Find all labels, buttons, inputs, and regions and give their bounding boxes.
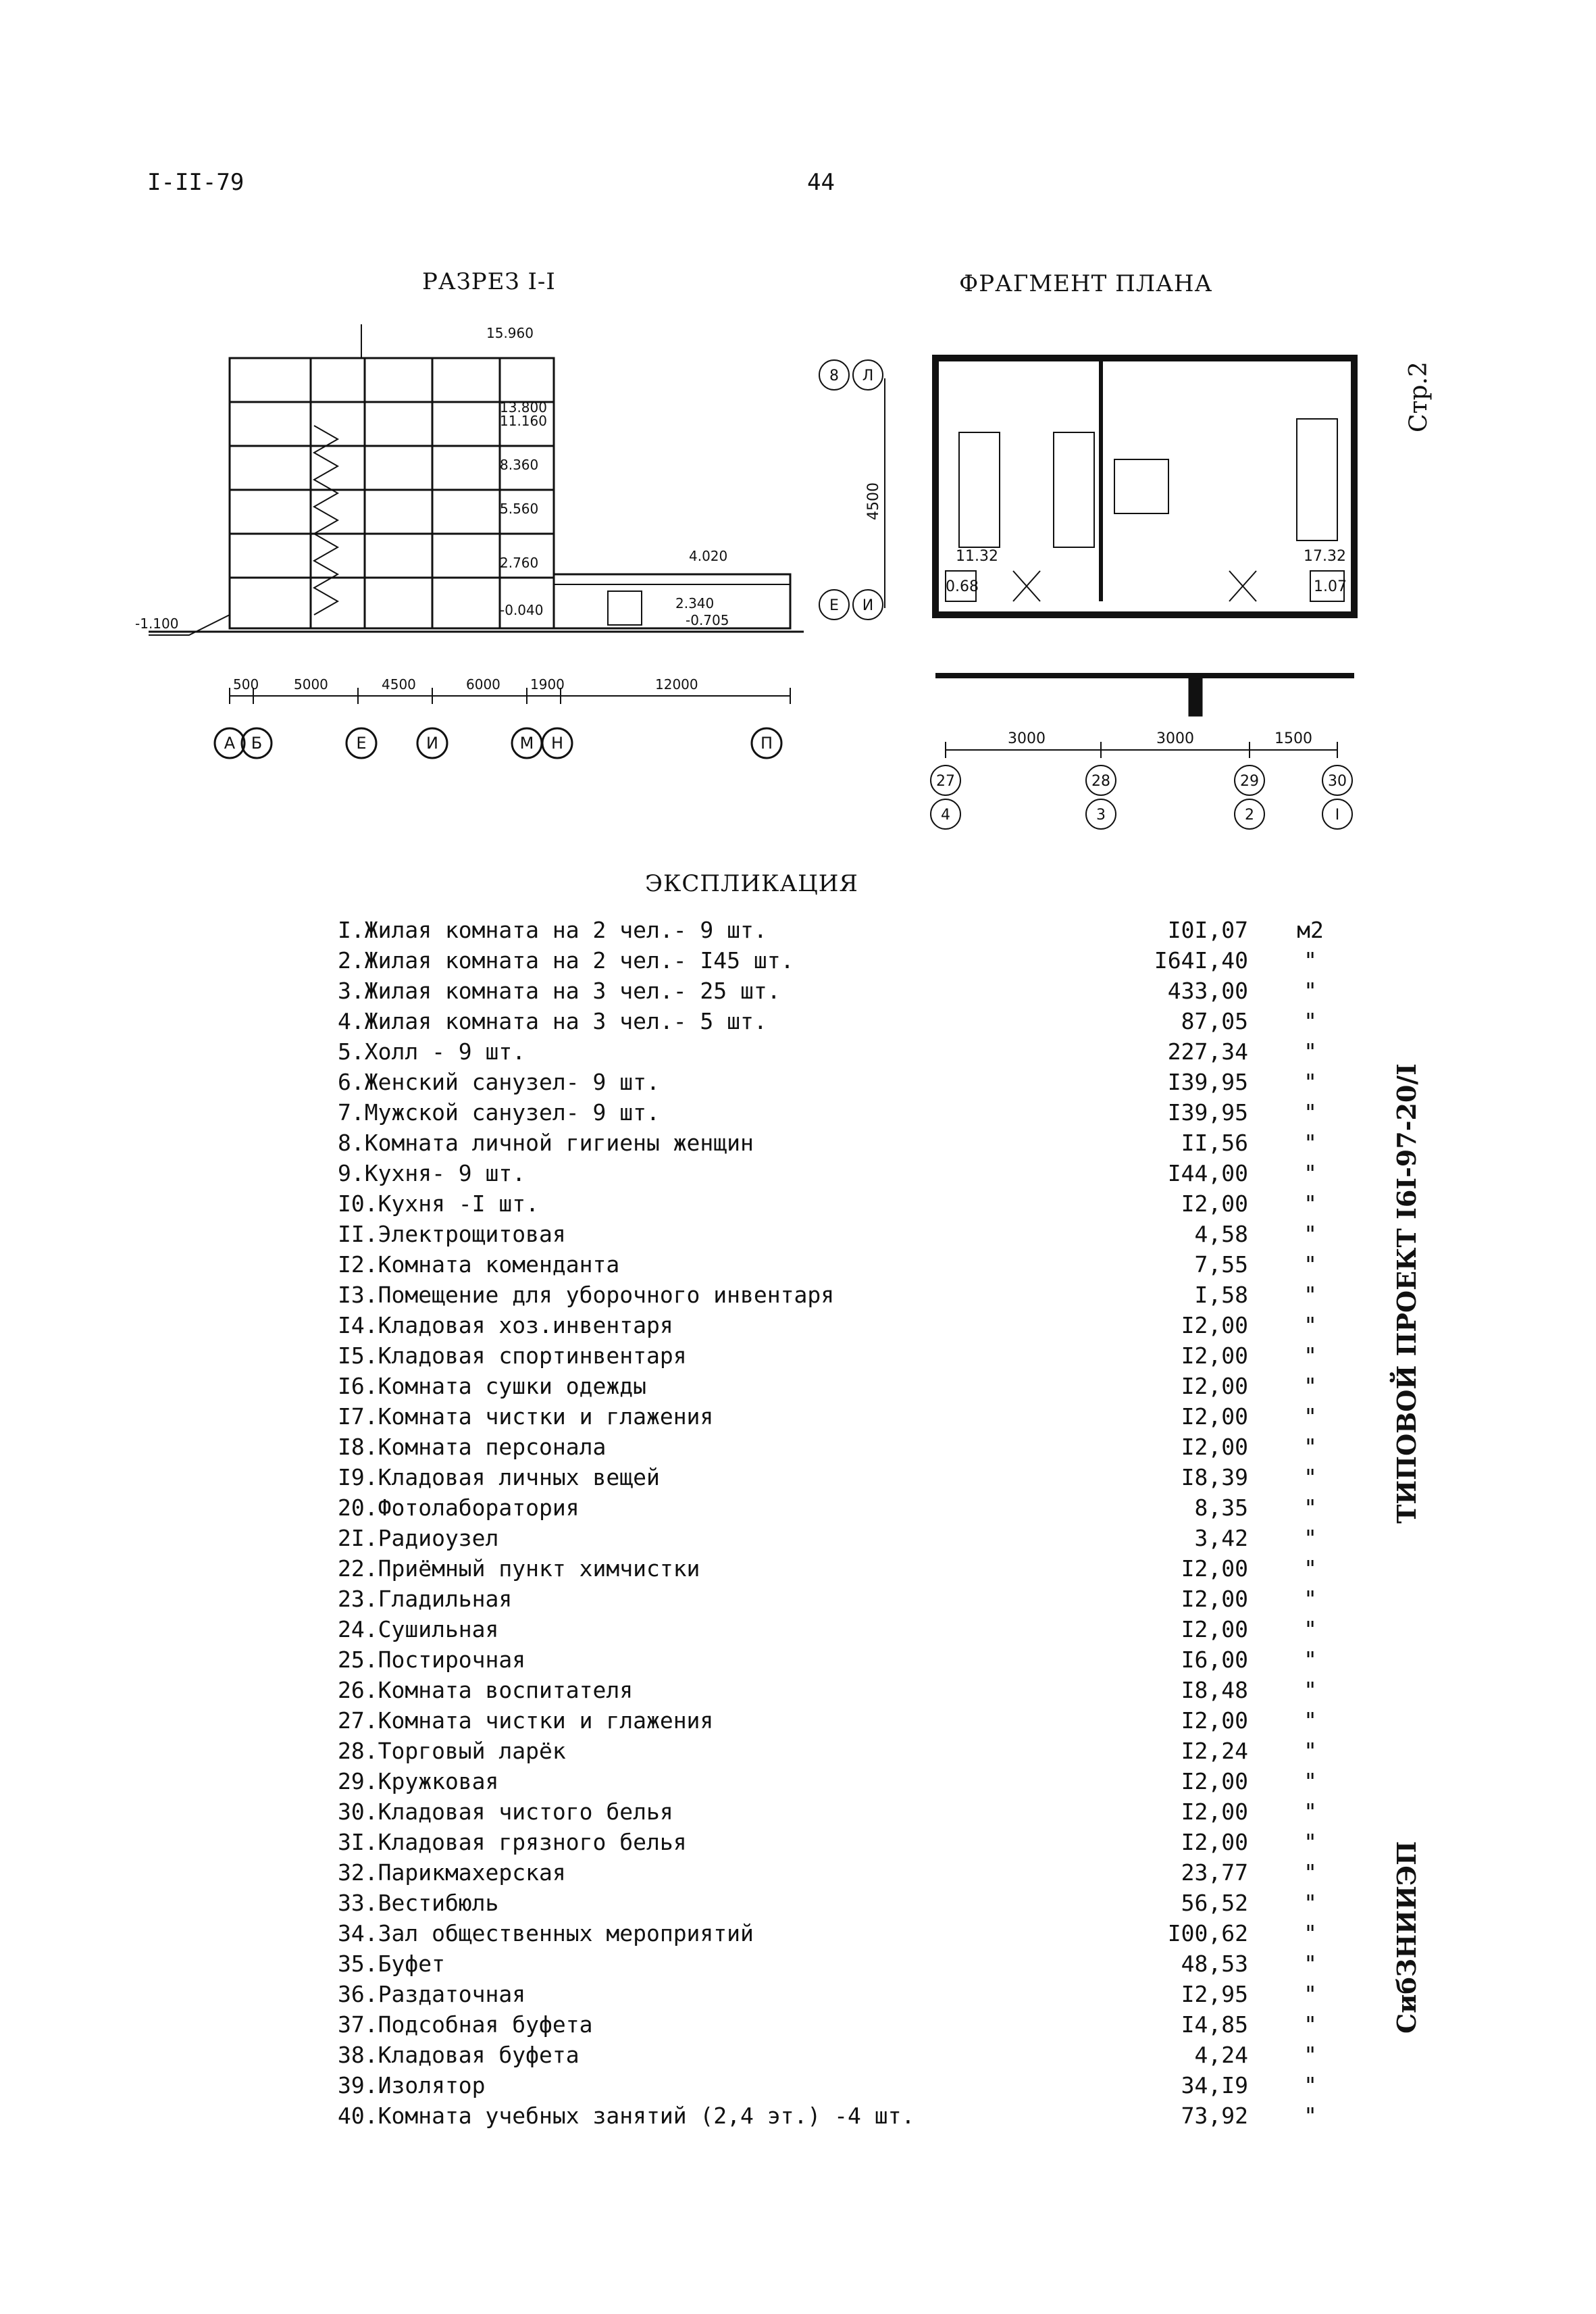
axis-label: П xyxy=(760,734,773,753)
room-unit: " xyxy=(1304,1251,1317,1278)
room-area: I2,00 xyxy=(1181,1707,1248,1734)
dim-label: 500 xyxy=(233,676,259,693)
section-drawing xyxy=(135,318,817,811)
room-name: 24.Сушильная xyxy=(338,1616,499,1642)
room-area: 227,34 xyxy=(1167,1038,1248,1065)
room-area: 433,00 xyxy=(1167,978,1248,1004)
room-name: 7.Мужской санузел- 9 шт. xyxy=(338,1099,660,1126)
dim-label: 4500 xyxy=(865,482,882,520)
room-unit: " xyxy=(1304,1403,1317,1430)
room-area: I4,85 xyxy=(1181,2011,1248,2038)
room-name: 3.Жилая комната на 3 чел.- 25 шт. xyxy=(338,978,781,1004)
room-unit: " xyxy=(1304,1707,1317,1734)
room-name: 34.Зал общественных мероприятий xyxy=(338,1920,754,1946)
list-item xyxy=(338,2040,1364,2071)
room-name: 27.Комната чистки и глажения xyxy=(338,1707,714,1734)
room-name: 23.Гладильная xyxy=(338,1586,513,1612)
elevation-label: 4.020 xyxy=(689,548,728,564)
room-unit: " xyxy=(1304,2103,1317,2129)
list-item xyxy=(338,1675,1364,1706)
room-unit: " xyxy=(1304,2042,1317,2068)
room-area: I2,00 xyxy=(1181,1586,1248,1612)
room-area: I2,00 xyxy=(1181,1434,1248,1460)
room-name: 39.Изолятор xyxy=(338,2072,486,2098)
elevation-label: 13.800 xyxy=(500,399,547,416)
room-name: I7.Комната чистки и глажения xyxy=(338,1403,714,1430)
room-area: I2,00 xyxy=(1181,1768,1248,1794)
dim-label: 3000 xyxy=(1008,730,1046,747)
list-item xyxy=(338,1036,1364,1067)
room-unit: " xyxy=(1304,1494,1317,1521)
room-name: 35.Буфет xyxy=(338,1951,445,1977)
section-title: РАЗРЕЗ I-I xyxy=(422,268,556,295)
room-name: 9.Кухня- 9 шт. xyxy=(338,1160,526,1186)
room-area: 4,58 xyxy=(1194,1221,1248,1247)
room-name: II.Электрощитовая xyxy=(338,1221,566,1247)
list-item xyxy=(338,2101,1364,2132)
elevation-label: 15.960 xyxy=(486,325,534,341)
room-unit: " xyxy=(1304,1130,1317,1156)
elevation-label: 2.340 xyxy=(675,595,715,611)
room-unit: " xyxy=(1304,1616,1317,1642)
room-area: I2,00 xyxy=(1181,1555,1248,1582)
room-name: I.Жилая комната на 2 чел.- 9 шт. xyxy=(338,917,767,943)
room-name: 5.Холл - 9 шт. xyxy=(338,1038,526,1065)
room-name: 33.Вестибюль xyxy=(338,1890,499,1916)
room-area: I44,00 xyxy=(1167,1160,1248,1186)
room-name: 4.Жилая комната на 3 чел.- 5 шт. xyxy=(338,1008,767,1034)
axis-label: А xyxy=(224,734,236,753)
room-unit: " xyxy=(1304,1099,1317,1126)
list-item xyxy=(338,1644,1364,1676)
room-name: 8.Комната личной гигиены женщин xyxy=(338,1130,754,1156)
room-unit: " xyxy=(1304,1829,1317,1855)
room-unit: " xyxy=(1304,1890,1317,1916)
axis-label: Е xyxy=(829,597,839,614)
list-item xyxy=(338,1888,1364,1919)
room-area: I2,00 xyxy=(1181,1342,1248,1369)
room-area: I2,00 xyxy=(1181,1616,1248,1642)
room-area-label: 1.07 xyxy=(1314,578,1347,595)
room-name: 2I.Радиоузел xyxy=(338,1525,499,1551)
room-name: 32.Парикмахерская xyxy=(338,1859,566,1886)
room-name: 30.Кладовая чистого белья xyxy=(338,1799,673,1825)
list-item xyxy=(338,1462,1364,1493)
room-unit: " xyxy=(1304,1646,1317,1673)
axis-label: И xyxy=(426,734,438,753)
room-area-label: 0.68 xyxy=(946,578,979,595)
room-unit: " xyxy=(1304,1920,1317,1946)
axis-label: I xyxy=(1335,807,1340,824)
axis-label: М xyxy=(519,734,534,753)
list-item xyxy=(338,1766,1364,1797)
room-area: I2,00 xyxy=(1181,1829,1248,1855)
room-unit: " xyxy=(1304,1342,1317,1369)
room-name: 6.Женский санузел- 9 шт. xyxy=(338,1069,660,1095)
room-unit: " xyxy=(1304,1434,1317,1460)
axis-label: 8 xyxy=(829,368,839,384)
room-name: I8.Комната персонала xyxy=(338,1434,607,1460)
room-area: I2,95 xyxy=(1181,1981,1248,2007)
room-unit: " xyxy=(1304,1738,1317,1764)
axis-label: 29 xyxy=(1240,773,1259,790)
room-area-label: 11.32 xyxy=(956,548,998,565)
room-area: 23,77 xyxy=(1181,1859,1248,1886)
room-name: 36.Раздаточная xyxy=(338,1981,526,2007)
room-area: 7,55 xyxy=(1194,1251,1248,1278)
room-area: 4,24 xyxy=(1194,2042,1248,2068)
room-area: 34,I9 xyxy=(1181,2072,1248,2098)
room-name: 40.Комната учебных занятий (2,4 эт.) -4 шт. xyxy=(338,2103,915,2129)
dim-label: 3000 xyxy=(1156,730,1194,747)
room-unit: " xyxy=(1304,1586,1317,1612)
page-number: 44 xyxy=(807,169,835,196)
list-item xyxy=(338,2070,1364,2101)
room-unit: " xyxy=(1304,1069,1317,1095)
room-name: 20.Фотолаборатория xyxy=(338,1494,580,1521)
list-item xyxy=(338,1736,1364,1767)
list-item xyxy=(338,1158,1364,1189)
axis-label: 4 xyxy=(941,807,950,824)
room-unit: " xyxy=(1304,1799,1317,1825)
room-unit: " xyxy=(1304,1981,1317,2007)
list-item xyxy=(338,1249,1364,1280)
project-label: ТИПОВОЙ ПРОЕКТ I6I-97-20/I xyxy=(1391,1063,1422,1524)
room-unit: " xyxy=(1304,1312,1317,1338)
elevation-label: -0.705 xyxy=(686,612,729,628)
room-area: I2,00 xyxy=(1181,1799,1248,1825)
room-area: I2,00 xyxy=(1181,1312,1248,1338)
room-area: I8,39 xyxy=(1181,1464,1248,1490)
room-area: 87,05 xyxy=(1181,1008,1248,1034)
list-item xyxy=(338,976,1364,1007)
room-unit: " xyxy=(1304,1038,1317,1065)
room-unit: " xyxy=(1304,1555,1317,1582)
list-item xyxy=(338,1188,1364,1219)
list-item xyxy=(338,1857,1364,1888)
room-area: I2,00 xyxy=(1181,1403,1248,1430)
room-name: 3I.Кладовая грязного белья xyxy=(338,1829,687,1855)
room-area: 3,42 xyxy=(1194,1525,1248,1551)
list-item xyxy=(338,1523,1364,1554)
list-item xyxy=(338,1796,1364,1828)
list-item xyxy=(338,1067,1364,1098)
list-item xyxy=(338,1432,1364,1463)
room-area: I2,24 xyxy=(1181,1738,1248,1764)
room-area: II,56 xyxy=(1181,1130,1248,1156)
room-area: I0I,07 xyxy=(1167,917,1248,943)
room-unit: " xyxy=(1304,1525,1317,1551)
organization-label: СибЗНИИЭП xyxy=(1391,1841,1422,2034)
room-unit: " xyxy=(1304,1008,1317,1034)
room-area: I00,62 xyxy=(1167,1920,1248,1946)
list-item xyxy=(338,1340,1364,1372)
room-unit: м2 xyxy=(1297,917,1324,943)
list-item xyxy=(338,1948,1364,1980)
list-item xyxy=(338,1401,1364,1432)
room-unit: " xyxy=(1304,1160,1317,1186)
explication-title: ЭКСПЛИКАЦИЯ xyxy=(645,870,858,897)
room-unit: " xyxy=(1304,1282,1317,1308)
list-item xyxy=(338,1614,1364,1645)
room-name: I5.Кладовая спортинвентаря xyxy=(338,1342,687,1369)
room-name: I9.Кладовая личных вещей xyxy=(338,1464,660,1490)
room-name: 28.Торговый ларёк xyxy=(338,1738,566,1764)
dim-label: 4500 xyxy=(382,676,416,693)
room-unit: " xyxy=(1304,1859,1317,1886)
sheet-label: Стр.2 xyxy=(1405,361,1433,432)
axis-label: Л xyxy=(862,368,874,384)
plan-title: ФРАГМЕНТ ПЛАНА xyxy=(959,270,1213,297)
list-item xyxy=(338,1584,1364,1615)
list-item xyxy=(338,1918,1364,1949)
dim-label: 1500 xyxy=(1275,730,1312,747)
room-area: I2,00 xyxy=(1181,1190,1248,1217)
room-name: 25.Постирочная xyxy=(338,1646,526,1673)
list-item xyxy=(338,1492,1364,1524)
room-unit: " xyxy=(1304,2011,1317,2038)
list-item xyxy=(338,1097,1364,1128)
room-unit: " xyxy=(1304,1768,1317,1794)
axis-label: Е xyxy=(356,734,367,753)
dim-label: 5000 xyxy=(294,676,328,693)
list-item xyxy=(338,2009,1364,2040)
axis-label: 3 xyxy=(1096,807,1106,824)
room-name: I2.Комната коменданта xyxy=(338,1251,620,1278)
list-item xyxy=(338,945,1364,976)
room-area: I,58 xyxy=(1194,1282,1248,1308)
list-item xyxy=(338,1827,1364,1858)
room-area: 73,92 xyxy=(1181,2103,1248,2129)
room-unit: " xyxy=(1304,947,1317,974)
axis-label: 30 xyxy=(1328,773,1347,790)
elevation-label: 8.360 xyxy=(500,457,539,473)
list-item xyxy=(338,1128,1364,1159)
dim-label: 12000 xyxy=(655,676,698,693)
room-name: I6.Комната сушки одежды xyxy=(338,1373,646,1399)
elevation-label: 11.160 xyxy=(500,413,547,429)
dim-label: 6000 xyxy=(466,676,500,693)
document-code: I-II-79 xyxy=(147,169,244,196)
room-name: 37.Подсобная буфета xyxy=(338,2011,593,2038)
axis-label: 2 xyxy=(1245,807,1254,824)
room-name: I4.Кладовая хоз.инвентаря xyxy=(338,1312,673,1338)
elevation-label: -0.040 xyxy=(500,602,544,618)
list-item xyxy=(338,1280,1364,1311)
elevation-label: 5.560 xyxy=(500,501,539,517)
room-unit: " xyxy=(1304,1677,1317,1703)
room-unit: " xyxy=(1304,1190,1317,1217)
plan-drawing xyxy=(810,351,1391,838)
list-item xyxy=(338,1006,1364,1037)
room-name: 26.Комната воспитателя xyxy=(338,1677,634,1703)
list-item xyxy=(338,1553,1364,1584)
room-area: 48,53 xyxy=(1181,1951,1248,1977)
list-item xyxy=(338,1979,1364,2010)
room-area: 56,52 xyxy=(1181,1890,1248,1916)
room-unit: " xyxy=(1304,1373,1317,1399)
room-name: I3.Помещение для уборочного инвентаря xyxy=(338,1282,835,1308)
room-area: I8,48 xyxy=(1181,1677,1248,1703)
axis-label: И xyxy=(862,597,874,614)
room-name: 38.Кладовая буфета xyxy=(338,2042,580,2068)
list-item xyxy=(338,1310,1364,1341)
list-item xyxy=(338,1371,1364,1402)
room-name: I0.Кухня -I шт. xyxy=(338,1190,540,1217)
room-unit: " xyxy=(1304,2072,1317,2098)
room-unit: " xyxy=(1304,1951,1317,1977)
list-item xyxy=(338,1705,1364,1736)
room-unit: " xyxy=(1304,1221,1317,1247)
list-item xyxy=(338,915,1364,946)
room-area: 8,35 xyxy=(1194,1494,1248,1521)
room-name: 29.Кружковая xyxy=(338,1768,499,1794)
elevation-label: -1.100 xyxy=(135,615,179,632)
room-area: I64I,40 xyxy=(1154,947,1248,974)
room-unit: " xyxy=(1304,1464,1317,1490)
room-area: I39,95 xyxy=(1167,1099,1248,1126)
room-unit: " xyxy=(1304,978,1317,1004)
list-item xyxy=(338,1219,1364,1250)
room-area: I2,00 xyxy=(1181,1373,1248,1399)
axis-label: Б xyxy=(251,734,263,753)
axis-label: 27 xyxy=(936,773,955,790)
room-name: 2.Жилая комната на 2 чел.- I45 шт. xyxy=(338,947,794,974)
room-area-label: 17.32 xyxy=(1304,548,1346,565)
axis-label: Н xyxy=(550,734,564,753)
room-area: I6,00 xyxy=(1181,1646,1248,1673)
axis-label: 28 xyxy=(1091,773,1110,790)
room-area: I39,95 xyxy=(1167,1069,1248,1095)
dim-label: 1900 xyxy=(530,676,565,693)
elevation-label: 2.760 xyxy=(500,555,539,571)
room-name: 22.Приёмный пункт химчистки xyxy=(338,1555,700,1582)
